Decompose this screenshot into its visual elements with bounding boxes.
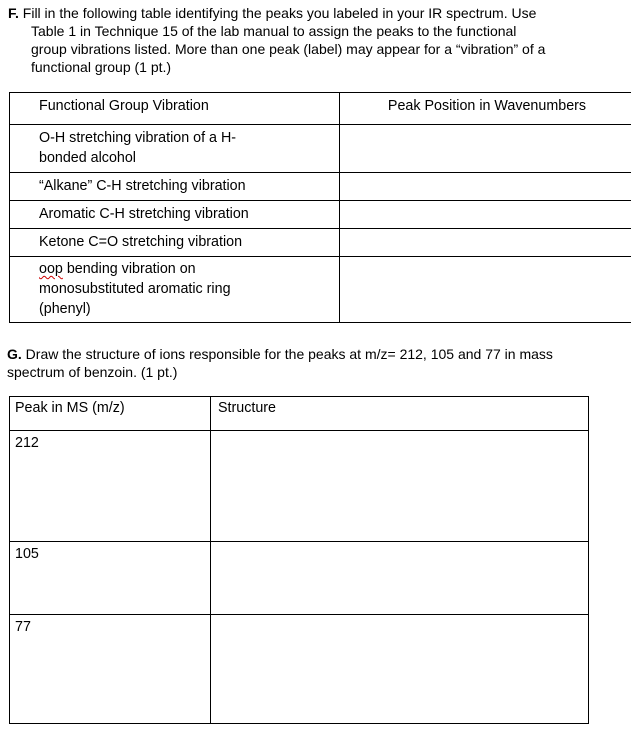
question-f-letter: F. [8,5,19,21]
ir-header-wavenumbers: Peak Position in Wavenumbers [340,93,631,125]
ms-structure-input-cell[interactable] [211,615,589,724]
ir-table-row [10,257,631,323]
ir-header-vibration: Functional Group Vibration [10,93,340,125]
ms-structure-input-cell[interactable] [211,542,589,615]
ir-wavenumber-input-cell[interactable] [340,125,631,173]
ir-wavenumber-input-cell[interactable] [340,201,631,229]
question-g [7,345,631,381]
ir-wavenumber-input-cell[interactable] [340,257,631,323]
ir-vibration-cell: Aromatic C-H stretching vibration [10,201,340,229]
vibration-line: monosubstituted aromatic ring [39,281,231,297]
question-g-line-2: spectrum of benzoin. (1 pt.) [7,364,178,380]
ms-structure-input-cell[interactable] [211,431,589,542]
question-g-letter: G. [7,346,22,362]
question-g-text-1: Draw the structure of ions responsible for the peaks at m/z= 212, 105 and 77 in mass [25,346,553,362]
ms-table-row [10,542,589,615]
ms-peak-cell: 77 [10,615,211,724]
ir-vibration-cell: Ketone C=O stretching vibration [10,229,340,257]
question-f-line-1 [8,4,628,22]
vibration-line: O-H stretching vibration of a H- [39,130,237,146]
ms-table-row [10,615,589,724]
ir-peaks-table [9,92,631,323]
ir-vibration-cell: “Alkane” C-H stretching vibration [10,173,340,201]
ms-peak-cell: 212 [10,431,211,542]
ir-wavenumber-input-cell[interactable] [340,173,631,201]
ir-table-row [10,229,631,257]
vibration-line: bending vibration on [62,261,196,277]
vibration-line: (phenyl) [39,301,91,317]
oop-spellcheck-word: oop [39,261,63,277]
ms-peaks-table [9,396,589,724]
ms-header-peak: Peak in MS (m/z) [10,397,211,431]
ms-header-structure: Structure [211,397,589,431]
question-g-line-1 [7,345,631,363]
question-f [8,4,628,76]
question-f-text-1: Fill in the following table identifying the peaks you labeled in your IR spectrum. Use [22,5,537,21]
ir-table-row [10,173,631,201]
ir-vibration-cell [10,125,340,173]
question-f-line-2: Table 1 in Technique 15 of the lab manual to assign the peaks to the functional [31,23,517,39]
ms-table-row [10,431,589,542]
vibration-line: bonded alcohol [39,150,136,166]
question-f-line-4: functional group (1 pt.) [31,59,172,75]
ms-table-header-row [10,397,589,431]
question-f-line-3: group vibrations listed. More than one peak (label) may appear for a “vibration” of a [31,41,546,57]
ir-table-row [10,125,631,173]
ir-table-header-row [10,93,631,125]
ir-vibration-cell [10,257,340,323]
ms-peak-cell: 105 [10,542,211,615]
ir-wavenumber-input-cell[interactable] [340,229,631,257]
ir-table-row [10,201,631,229]
